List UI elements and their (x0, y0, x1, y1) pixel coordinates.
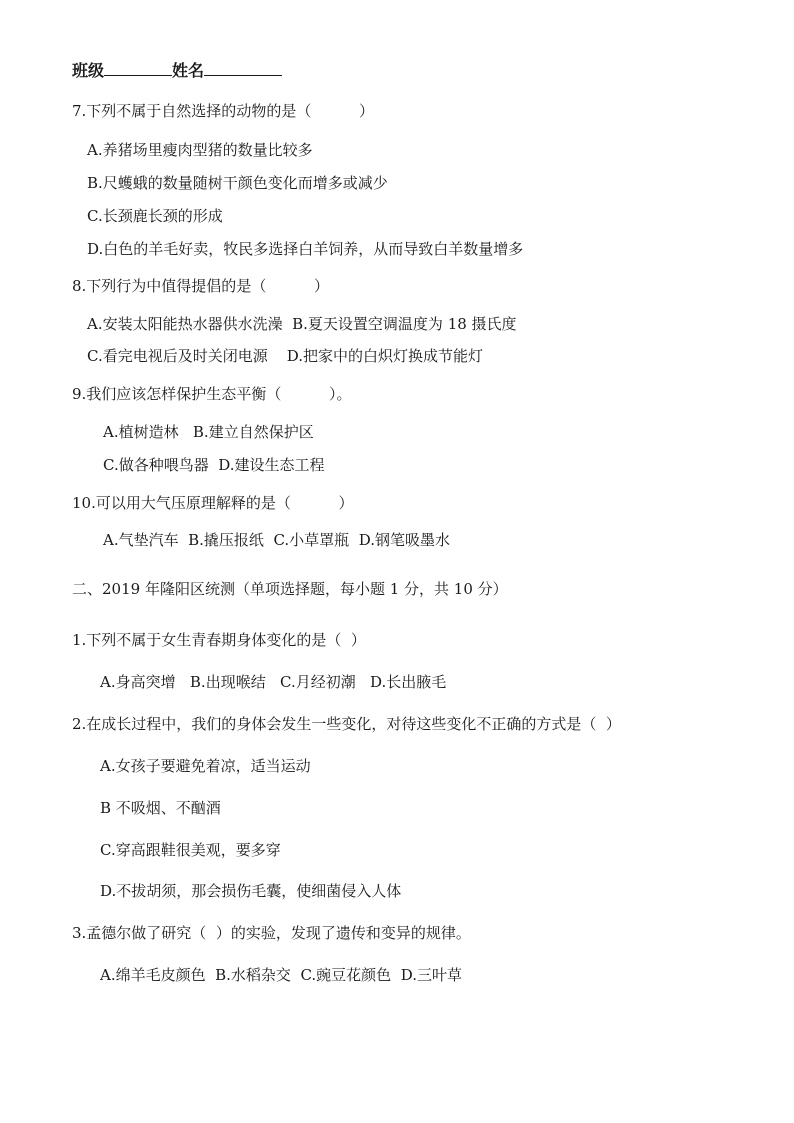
name-blank[interactable] (204, 59, 282, 76)
q8-options-cd: C.看完电视后及时关闭电源 D.把家中的白炽灯换成节能灯 (87, 347, 484, 365)
q9-options-cd: C.做各种喂鸟器 D.建设生态工程 (103, 456, 325, 474)
class-label: 班级 (72, 61, 105, 80)
question-7: 7.下列不属于自然选择的动物的是（ ） (72, 102, 374, 120)
s2q2-option-b: B 不吸烟、不酗酒 (100, 799, 221, 817)
question-8: 8.下列行为中值得提倡的是（ ） (72, 277, 329, 295)
q10-options: A.气垫汽车 B.撬压报纸 C.小草罩瓶 D.钢笔吸墨水 (103, 531, 450, 549)
section-heading: 二、2019 年隆阳区统测（单项选择题，每小题 1 分，共 10 分） (72, 580, 508, 598)
q7-option-b: B.尺蠖蛾的数量随树干颜色变化而增多或减少 (87, 174, 388, 192)
s2q2-option-a: A.女孩子要避免着凉，适当运动 (100, 757, 311, 775)
name-label: 姓名 (172, 61, 205, 80)
student-info-header (72, 59, 282, 82)
question-9: 9.我们应该怎样保护生态平衡（ ）。 (72, 385, 352, 403)
q8-options-ab: A.安装太阳能热水器供水洗澡 B.夏天设置空调温度为 18 摄氏度 (87, 315, 517, 333)
section2-question-1: 1.下列不属于女生青春期身体变化的是（ ） (72, 631, 366, 649)
section2-question-2: 2.在成长过程中，我们的身体会发生一些变化，对待这些变化不正确的方式是（ ） (72, 715, 621, 733)
question-10: 10.可以用大气压原理解释的是（ ） (72, 494, 354, 512)
s2q2-option-d: D.不拔胡须，那会损伤毛囊，使细菌侵入人体 (100, 882, 402, 900)
s2q2-option-c: C.穿高跟鞋很美观，要多穿 (100, 841, 281, 859)
s2q3-options: A.绵羊毛皮颜色 B.水稻杂交 C.豌豆花颜色 D.三叶草 (100, 966, 462, 984)
q7-option-a: A.养猪场里瘦肉型猪的数量比较多 (87, 141, 313, 159)
section2-question-3: 3.孟德尔做了研究（ ）的实验，发现了遗传和变异的规律。 (72, 924, 471, 942)
s2q1-options: A.身高突增 B.出现喉结 C.月经初潮 D.长出腋毛 (100, 673, 447, 691)
q9-options-ab: A.植树造林 B.建立自然保护区 (103, 423, 314, 441)
class-blank[interactable] (104, 59, 172, 76)
q7-option-d: D.白色的羊毛好卖，牧民多选择白羊饲养，从而导致白羊数量增多 (87, 240, 524, 258)
q7-option-c: C.长颈鹿长颈的形成 (87, 207, 223, 225)
